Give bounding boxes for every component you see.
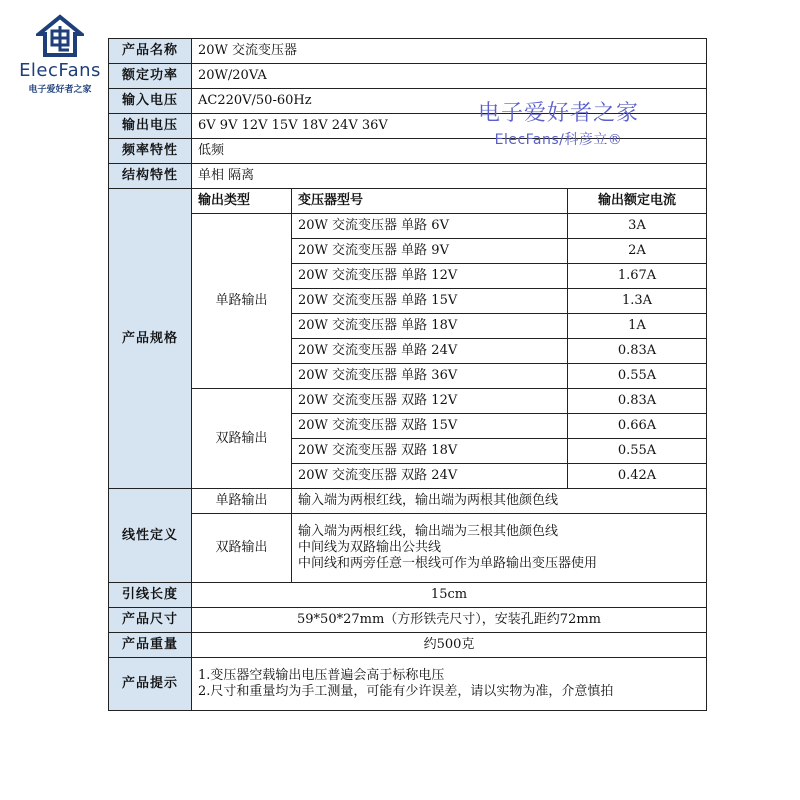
model-cell: 20W 交流变压器 单路 24V (292, 339, 568, 364)
model-cell: 20W 交流变压器 单路 18V (292, 314, 568, 339)
table-row (109, 39, 707, 64)
table-row (109, 214, 707, 239)
model-cell: 20W 交流变压器 单路 6V (292, 214, 568, 239)
row-label: 额定功率 (109, 64, 192, 89)
logo-brand-text: ElecFans (19, 60, 101, 81)
logo-subtitle: 电子爱好者之家 (28, 85, 92, 95)
current-cell: 0.55A (568, 364, 707, 389)
model-cell: 20W 交流变压器 双路 15V (292, 414, 568, 439)
table-row (109, 633, 707, 658)
row-label: 引线长度 (109, 583, 192, 608)
table-row (109, 608, 707, 633)
table-row (109, 489, 707, 514)
tips-text (192, 658, 707, 711)
row-label: 线性定义 (109, 489, 192, 583)
row-label: 产品规格 (109, 189, 192, 489)
current-cell: 0.66A (568, 414, 707, 439)
row-label: 输出电压 (109, 114, 192, 139)
table-row (109, 514, 707, 583)
table-row (109, 189, 707, 214)
input-voltage-value: AC220V/50-60Hz (192, 89, 707, 114)
elecfans-logo (10, 14, 110, 95)
watermark (478, 96, 639, 149)
row-label: 产品提示 (109, 658, 192, 711)
rated-power-value: 20W/20VA (192, 64, 707, 89)
wiring-single-text: 输入端为两根红线，输出端为两根其他颜色线 (292, 489, 707, 514)
current-cell: 3A (568, 214, 707, 239)
model-cell: 20W 交流变压器 双路 18V (292, 439, 568, 464)
tip-line: 2.尺寸和重量均为手工测量，可能有少许误差，请以实物为准，介意慎拍 (198, 684, 614, 699)
table-row (109, 583, 707, 608)
current-cell: 0.55A (568, 439, 707, 464)
table-row (109, 164, 707, 189)
output-type-dual: 双路输出 (192, 389, 292, 489)
lead-length-value: 15cm (192, 583, 707, 608)
watermark-cn: 电子爱好者之家 (478, 101, 640, 126)
product-name-value: 20W 交流变压器 (192, 39, 707, 64)
model-cell: 20W 交流变压器 单路 15V (292, 289, 568, 314)
table-row (109, 658, 707, 711)
table-row (109, 64, 707, 89)
current-cell: 0.83A (568, 389, 707, 414)
structure-value: 单相 隔离 (192, 164, 707, 189)
table-row (109, 389, 707, 414)
current-cell: 1.67A (568, 264, 707, 289)
row-label: 频率特性 (109, 139, 192, 164)
output-voltage-value: 6V 9V 12V 15V 18V 24V 36V (192, 114, 707, 139)
current-cell: 0.42A (568, 464, 707, 489)
model-cell: 20W 交流变压器 双路 24V (292, 464, 568, 489)
current-cell: 1A (568, 314, 707, 339)
wiring-dual-text (292, 514, 707, 583)
model-cell: 20W 交流变压器 双路 12V (292, 389, 568, 414)
row-label: 产品名称 (109, 39, 192, 64)
current-cell: 1.3A (568, 289, 707, 314)
row-label: 结构特性 (109, 164, 192, 189)
size-value: 59*50*27mm（方形铁壳尺寸），安装孔距约72mm (192, 608, 707, 633)
column-header: 输出类型 (192, 189, 292, 214)
row-label: 产品重量 (109, 633, 192, 658)
wiring-dual-line: 中间线为双路输出公共线 (298, 540, 442, 555)
model-cell: 20W 交流变压器 单路 9V (292, 239, 568, 264)
row-label: 产品尺寸 (109, 608, 192, 633)
output-type-single: 单路输出 (192, 214, 292, 389)
column-header: 输出额定电流 (568, 189, 707, 214)
model-cell: 20W 交流变压器 单路 36V (292, 364, 568, 389)
row-label: 输入电压 (109, 89, 192, 114)
wiring-type-dual: 双路输出 (192, 514, 292, 583)
weight-value: 约500克 (192, 633, 707, 658)
model-cell: 20W 交流变压器 单路 12V (292, 264, 568, 289)
frequency-value: 低频 (192, 139, 707, 164)
watermark-en: ElecFans/科彦立® (494, 132, 623, 148)
wiring-type-single: 单路输出 (192, 489, 292, 514)
column-header: 变压器型号 (292, 189, 568, 214)
wiring-dual-line: 输入端为两根红线，输出端为三根其他颜色线 (298, 524, 559, 539)
current-cell: 0.83A (568, 339, 707, 364)
current-cell: 2A (568, 239, 707, 264)
house-logo-icon (36, 14, 84, 58)
wiring-dual-line: 中间线和两旁任意一根线可作为单路输出变压器使用 (298, 556, 598, 571)
tip-line: 1.变压器空载输出电压普遍会高于标称电压 (198, 668, 445, 683)
